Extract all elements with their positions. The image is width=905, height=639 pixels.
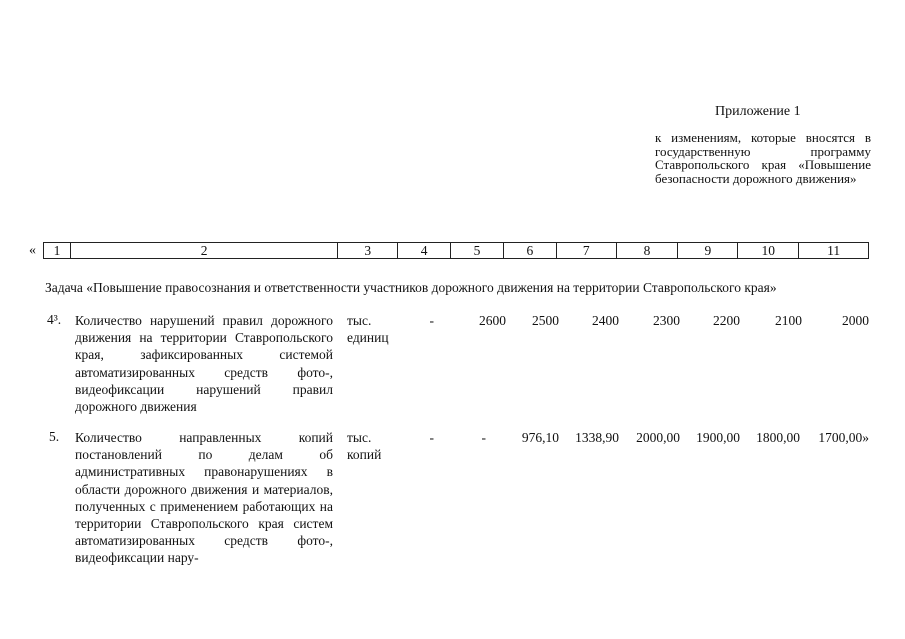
header-cell: 10 <box>738 243 799 258</box>
row-description: Количество нарушений правил дорожного движения на территории Ставропольского края, зафиксированных системой автоматизированных средств фото-, видеофиксации нарушений правил дорожного движения <box>75 313 333 415</box>
table-header-row <box>43 242 869 259</box>
row-value: 1900,00 <box>696 430 740 445</box>
header-cell: 3 <box>338 243 398 258</box>
row-value: 2200 <box>713 313 740 328</box>
header-cell: 7 <box>557 243 617 258</box>
header-cell: 4 <box>398 243 451 258</box>
row-value: - <box>429 430 434 445</box>
row-value: 2300 <box>653 313 680 328</box>
row-value: 2100 <box>775 313 802 328</box>
row-value: - <box>481 430 486 445</box>
row-value: - <box>429 313 434 328</box>
row-value: 1700,00» <box>818 430 869 445</box>
row-number: 5. <box>49 429 60 444</box>
row-value: 976,10 <box>521 430 559 445</box>
row-value: 2000,00 <box>636 430 680 445</box>
header-cell: 6 <box>504 243 557 258</box>
appendix-title: Приложение 1 <box>715 104 801 119</box>
table-open-quote: « <box>29 243 36 258</box>
row-description: Количество направленных копий постановлений по делам об административных правонарушениях в области дорожного движения и материалов, полученных с применением работающих на территории Ставропольского края систем автоматизированных средств фото-, видеофиксации нару- <box>75 430 333 566</box>
row-value: 2400 <box>592 313 619 328</box>
header-cell: 8 <box>617 243 679 258</box>
row-unit: тыс. копий <box>347 430 382 463</box>
appendix-description: к изменениям, которые вносятся в государственную программу Ставропольского края «Повышение безопасности дорожного движения» <box>655 130 871 186</box>
row-value: 2500 <box>532 313 559 328</box>
row-value: 1800,00 <box>756 430 800 445</box>
row-value: 2000 <box>842 313 869 328</box>
task-title: Задача «Повышение правосознания и ответственности участников дорожного движения на территории Ставропольского края» <box>45 280 777 295</box>
row-value: 2600 <box>479 313 506 328</box>
row-unit: тыс. единиц <box>347 313 389 346</box>
row-number: 4³. <box>47 312 62 327</box>
header-cell: 5 <box>451 243 504 258</box>
header-cell: 1 <box>44 243 71 258</box>
header-cell: 11 <box>827 243 841 258</box>
header-cell: 2 <box>71 243 338 258</box>
row-value: 1338,90 <box>575 430 619 445</box>
header-cell: 9 <box>678 243 738 258</box>
